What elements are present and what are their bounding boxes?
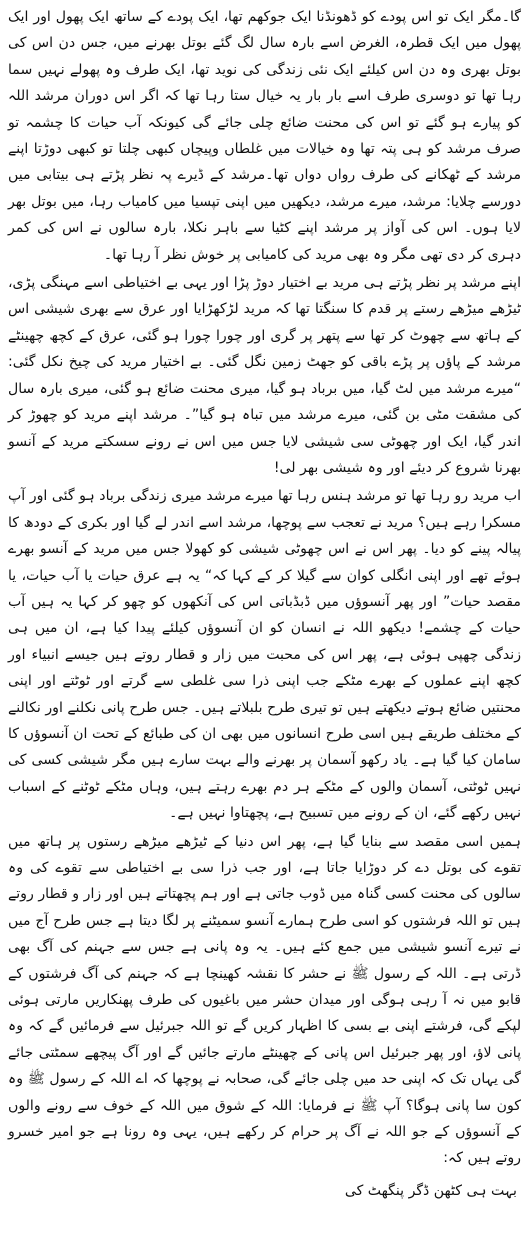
paragraph-2: اپنے مرشد پر نظر پڑتے ہی مرید بے اختیار دوڑ پڑا اور یہی بے اختیاطی اسے مہنگی پڑی، ٹیڑھے میڑھے رستے پر قدم کا سنگتا تھا کہ مرید لڑکھڑایا اور عرق سے بھری شیشی اس کے ہاتھ سے چھوٹ کر تھا سے پتھر پر گری اور چورا چورا ہو گئی، عرق کے کچھ چھینٹے مرشد کے پاؤں پر پڑے باقی کو جھٹ زمین نگل گئی۔ بے اختیار مرید کی چیخ نکل گئی: “میرے مرشد میں لٹ گیا، میں برباد ہو گیا، میری محنت ضائع ہو گئی، میری بارہ سال کی مشقت مٹی بن گئی، میرے مرشد میں تباہ ہو گیا”۔ مرشد اپنے مرید کو چھوڑ کر اندر گیا، ایک اور چھوٹی سی شیشی لایا جس میں اس نے رونے سسکتے مرید کے آنسو بھرنا شروع کر دیئے اور وہ شیشی بھر لی! [8, 275, 521, 476]
paragraph-3: اب مرید رو رہا تھا تو مرشد ہنس رہا تھا میرے مرشد میری زندگی برباد ہو گئی اور آپ مسکرا رہے ہیں؟ مرید نے تعجب سے پوچھا، مرشد اسے اندر لے گیا اور بکری کے دودھ کا پیالہ پینے کو دیا۔ پھر اس نے اس چھوٹی شیشی کو کھولا جس میں مرید کے آنسو بھرے ہوئے تھے اور اپنی انگلی کوان سے گیلا کر کے کہا کہ“ یہ ہے عرق حیات یا آب حیات، یا مقصد حیات” اور پھر آنسوؤں میں ڈبڈباتی اس کی آنکھوں کو چھو کر کہا یہ ہیں آب حیات کے چشمے! دیکھو اللہ نے انسان کو ان آنسوؤں کیلئے پیدا کیا ہے، ان میں ہی زندگی چھپی ہوئی ہے، پھر اس کی محبت میں زار و قطار روتے ہیں جیسے انبیاء اور کچھ اپنے عملوں کے بھرے مٹکے جب اپنی ذرا سی غلطی سے گرتے اور ٹوٹتے اور اپنی محنتیں ضائع ہوتے دیکھتے ہیں تو تیری طرح بلبلاتے ہیں۔ جس طرح پانی نکلنے اور نکالنے کے مختلف طریقے ہیں اسی طرح انسانوں میں بھی ان کی طبائع کے تحت ان آنسوؤں کا سامان کیا گیا ہے۔ یاد رکھو آسمان پر بھرنے والے بہت سارے ہیں مگر شیشی کسی کی نہیں ٹوٹتی، آسمان والوں کے مٹکے ہر دم بھرے رہتے ہیں، وہاں مٹکے ٹوٹنے کے اسباب نہیں رکھے گئے، ان کے رونے میں تسبیح ہے، پچھتاوا نہیں ہے۔ [8, 488, 521, 822]
paragraph-4: ہمیں اسی مقصد سے بنایا گیا ہے، پھر اس دنیا کے ٹیڑھے میڑھے رستوں پر ہاتھ میں تقوے کی بوتل دے کر دوڑایا جاتا ہے، اور جب ذرا سی بے اختیاطی سے تقوے کی وہ سالوں کی محنت کسی گناہ میں ڈوب جاتی ہے اور ہم پچھتاتے ہیں اور زار و قطار روتے ہیں تو اللہ فرشتوں کو اسی طرح ہمارے آنسو سمیٹنے پر لگا دیتا ہے جس طرح آج میں نے تیرے آنسو شیشی میں جمع کئے ہیں۔ یہ وہ پانی ہے جس سے جہنم کی آگ بھی ڈرتی ہے۔ اللہ کے رسول ﷺ نے حشر کا نقشہ کھینچا ہے کہ جہنم کی آگ فرشتوں کے قابو میں نہ آ رہی ہوگی اور میدان حشر میں باغیوں کی طرف پھنکاریں مارتی ہوئی لپکے گی، فرشتے اپنی بے بسی کا اظہار کریں گے تو اللہ جبرئیل سے فرمائیں گے کہ وہ پانی لاؤ، اور پھر جبرئیل اس پانی کے چھینٹے مارتے جائیں گے اور آگ پیچھے سمٹتی جائے گی یہاں تک کہ اپنی حد میں چلی جائے گی، صحابہ نے پوچھا کہ اے اللہ کے رسول ﷺ وہ کون سا پانی ہوگا؟ آپ ﷺ نے فرمایا: اللہ کے شوق میں اللہ کے خوف سے رونے والوں کے آنسوؤں کے جو اللہ نے آگ پر حرام کر رکھے ہیں، یہی وہ رونا ہے جو امیر خسرو روتے ہیں کہ: [8, 833, 521, 1167]
paragraph-1: گا۔مگر ایک تو اس پودے کو ڈھونڈنا ایک جوکھم تھا، ایک پودے کے ساتھ ایک پھول اور ایک پھول میں ایک قطرہ، الغرض اسے بارہ سال لگ گئے بوتل بھرنے میں، جس دن اس کی بوتل بھری وہ دن اس کیلئے ایک نئی زندگی کی نوید تھا، ایک طرف وہ پھولے نہیں سما رہا تھا تو دوسری طرف اسے بار بار یہ خیال ستا رہا تھا کہ اگر اس دوران مرشد اللہ کو پیارے ہو گئے تو اس کی محنت ضائع چلی جائے گی کیونکہ آب حیات کا چشمہ تو صرف مرشد کو ہی پتہ تھا وہ خیالات میں غلطاں وپیچاں کبھی چلتا تو کبھی دوڑتا اپنے مرشد کے ٹھکانے کی طرف رواں دواں تھا۔مرشد کے ڈیرے پہ نظر پڑتے ہی بیتابی میں دورسے چلایا: مرشد، میرے مرشد، دیکھیں میں اپنی تپسیا میں کامیاب رہا، میں بوتل بھر لایا ہوں۔ اس کی آواز پر مرشد اپنے کٹیا سے باہر نکلا، بارہ سالوں نے اس کی کمر دہری کر دی تھی مگر وہ بھی مرید کی کامیابی پر خوش نظر آ رہا تھا۔ [8, 9, 521, 263]
verse-line: بہت ہی کٹھن ڈگر پنگھٹ کی [344, 1182, 517, 1199]
